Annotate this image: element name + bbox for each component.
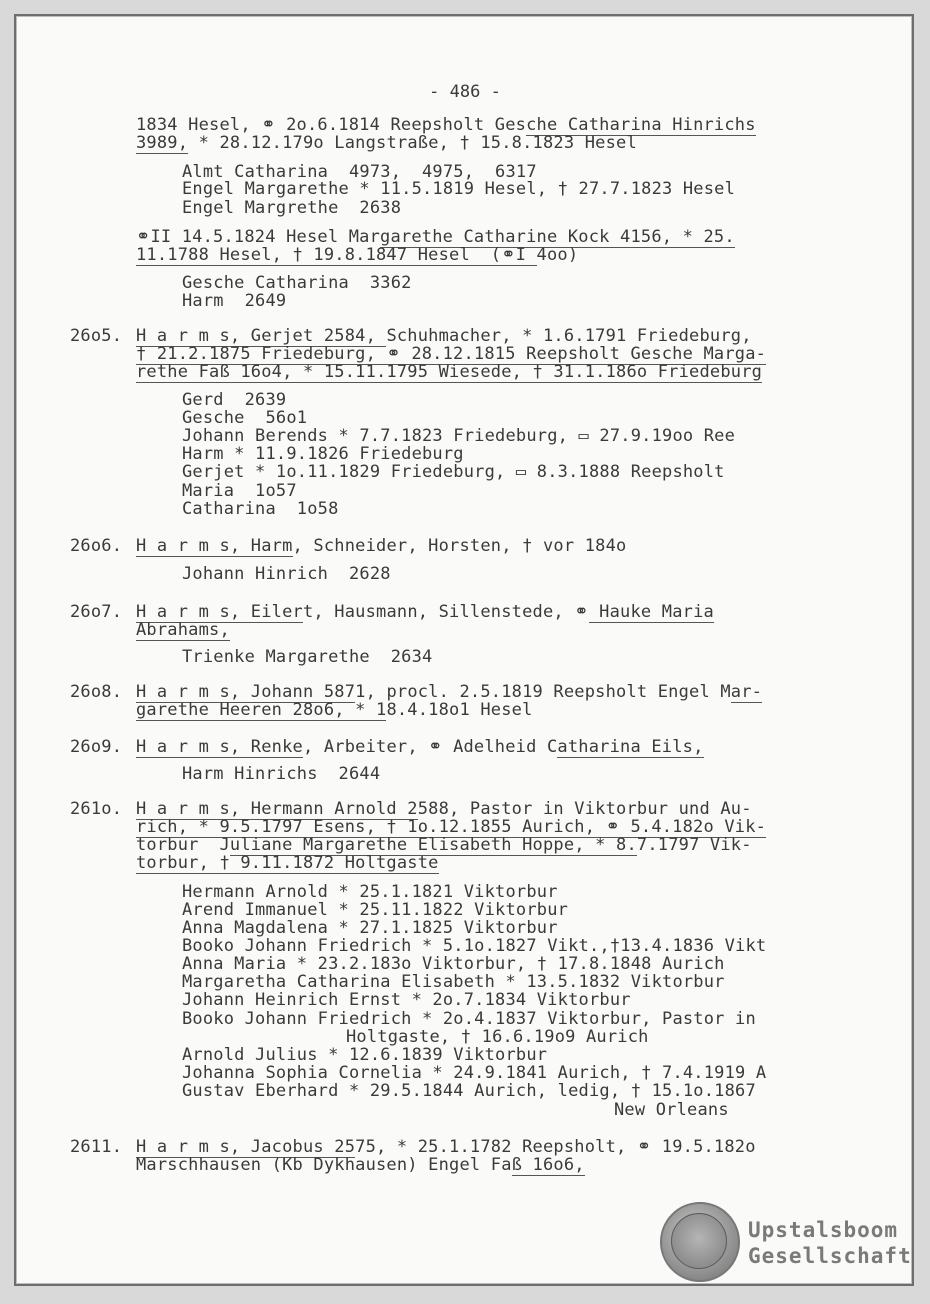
text-line: H a r m s, Johann 5871, procl. 2.5.1819 Reepsholt Engel Mar-	[136, 682, 763, 702]
text-line: Harm 2649	[182, 291, 287, 311]
text-line: rethe Faß 16o4, * 15.11.1795 Wiesede, † 31.1.186o Friedeburg	[136, 362, 763, 382]
text-line: Gerjet * 1o.11.1829 Friedeburg, ▭ 8.3.1888 Reepsholt	[182, 462, 725, 482]
entry-number: 26o5.	[70, 326, 123, 346]
text-line: Abrahams,	[136, 620, 230, 640]
text-line: 1834 Hesel, ⚭ 2o.6.1814 Reepsholt Gesche Catharina Hinrichs	[136, 115, 756, 135]
text-line: H a r m s, Eilert, Hausmann, Sillenstede, ⚭ Hauke Maria	[136, 602, 714, 622]
text-line: Arend Immanuel * 25.11.1822 Viktorbur	[182, 900, 569, 920]
entry-number: 261o.	[70, 799, 123, 819]
text-line: H a r m s, Jacobus 2575, * 25.1.1782 Reepsholt, ⚭ 19.5.182o	[136, 1137, 756, 1157]
watermark-line1: Upstalsboom	[748, 1218, 899, 1242]
text-line: Arnold Julius * 12.6.1839 Viktorbur	[182, 1045, 548, 1065]
text-line: H a r m s, Gerjet 2584, Schuhmacher, * 1.6.1791 Friedeburg,	[136, 326, 752, 346]
text-line: Hermann Arnold * 25.1.1821 Viktorbur	[182, 882, 558, 902]
text-line: torbur, † 9.11.1872 Holtgaste	[136, 853, 439, 873]
text-line: Gerd 2639	[182, 390, 287, 410]
text-line: Maria 1o57	[182, 481, 297, 501]
text-line: rich, * 9.5.1797 Esens, † 1o.12.1855 Aurich, ⚭ 5.4.182o Vik-	[136, 817, 767, 837]
entry-number: 26o9.	[70, 737, 123, 757]
text-line: torbur Juliane Margarethe Elisabeth Hoppe, * 8.7.1797 Vik-	[136, 835, 752, 855]
text-line: Johann Heinrich Ernst * 2o.7.1834 Viktorbur	[182, 990, 631, 1010]
text-line: Holtgaste, † 16.6.19o9 Aurich	[346, 1027, 649, 1047]
text-line: Engel Margarethe * 11.5.1819 Hesel, † 27.7.1823 Hesel	[182, 179, 736, 199]
watermark-line2: Gesellschaft	[748, 1244, 912, 1268]
text-line: † 21.2.1875 Friedeburg, ⚭ 28.12.1815 Reepsholt Gesche Marga-	[136, 344, 767, 364]
text-line: Anna Maria * 23.2.183o Viktorbur, † 17.8.1848 Aurich	[182, 954, 725, 974]
text-line: H a r m s, Hermann Arnold 2588, Pastor in Viktorbur und Au-	[136, 799, 752, 819]
text-line: Harm Hinrichs 2644	[182, 764, 381, 784]
text-line: Gesche Catharina 3362	[182, 273, 412, 293]
society-seal-icon	[660, 1202, 740, 1282]
entry-number: 26o8.	[70, 682, 123, 702]
text-line: Gustav Eberhard * 29.5.1844 Aurich, ledig, † 15.1o.1867	[182, 1081, 756, 1101]
text-line: Anna Magdalena * 27.1.1825 Viktorbur	[182, 918, 558, 938]
entry-number: 26o6.	[70, 536, 123, 556]
text-line: Gesche 56o1	[182, 408, 308, 428]
text-line: Trienke Margarethe 2634	[182, 647, 433, 667]
text-line: Engel Margrethe 2638	[182, 198, 402, 218]
text-line: Marschhausen (Kb Dykhausen) Engel Faß 16o6,	[136, 1155, 585, 1175]
text-line: Johann Berends * 7.7.1823 Friedeburg, ▭ 27.9.19oo Ree	[182, 426, 736, 446]
text-line: Johann Hinrich 2628	[182, 564, 391, 584]
page-number: - 486 -	[429, 82, 501, 102]
text-line: Booko Johann Friedrich * 2o.4.1837 Viktorbur, Pastor in	[182, 1009, 756, 1029]
text-line: H a r m s, Renke, Arbeiter, ⚭ Adelheid Catharina Eils,	[136, 737, 704, 757]
text-line: garethe Heeren 28o6, * 18.4.18o1 Hesel	[136, 700, 533, 720]
text-line: 11.1788 Hesel, † 19.8.1847 Hesel (⚭I 4oo)	[136, 245, 579, 265]
text-line: New Orleans	[614, 1100, 729, 1120]
text-line: Booko Johann Friedrich * 5.1o.1827 Vikt.,†13.4.1836 Vikt	[182, 936, 767, 956]
text-line: Almt Catharina 4973, 4975, 6317	[182, 162, 537, 182]
text-line: Harm * 11.9.1826 Friedeburg	[182, 444, 464, 464]
text-line: ⚭II 14.5.1824 Hesel Margarethe Catharine Kock 4156, * 25.	[136, 227, 735, 247]
entry-number: 2611.	[70, 1137, 123, 1157]
entry-number: 26o7.	[70, 602, 123, 622]
text-line: 3989, * 28.12.179o Langstraße, † 15.8.1823 Hesel	[136, 133, 637, 153]
text-line: Johanna Sophia Cornelia * 24.9.1841 Aurich, † 7.4.1919 A	[182, 1063, 767, 1083]
text-line: H a r m s, Harm, Schneider, Horsten, † vor 184o	[136, 536, 627, 556]
text-line: Catharina 1o58	[182, 499, 339, 519]
text-line: Margaretha Catharina Elisabeth * 13.5.1832 Viktorbur	[182, 972, 725, 992]
